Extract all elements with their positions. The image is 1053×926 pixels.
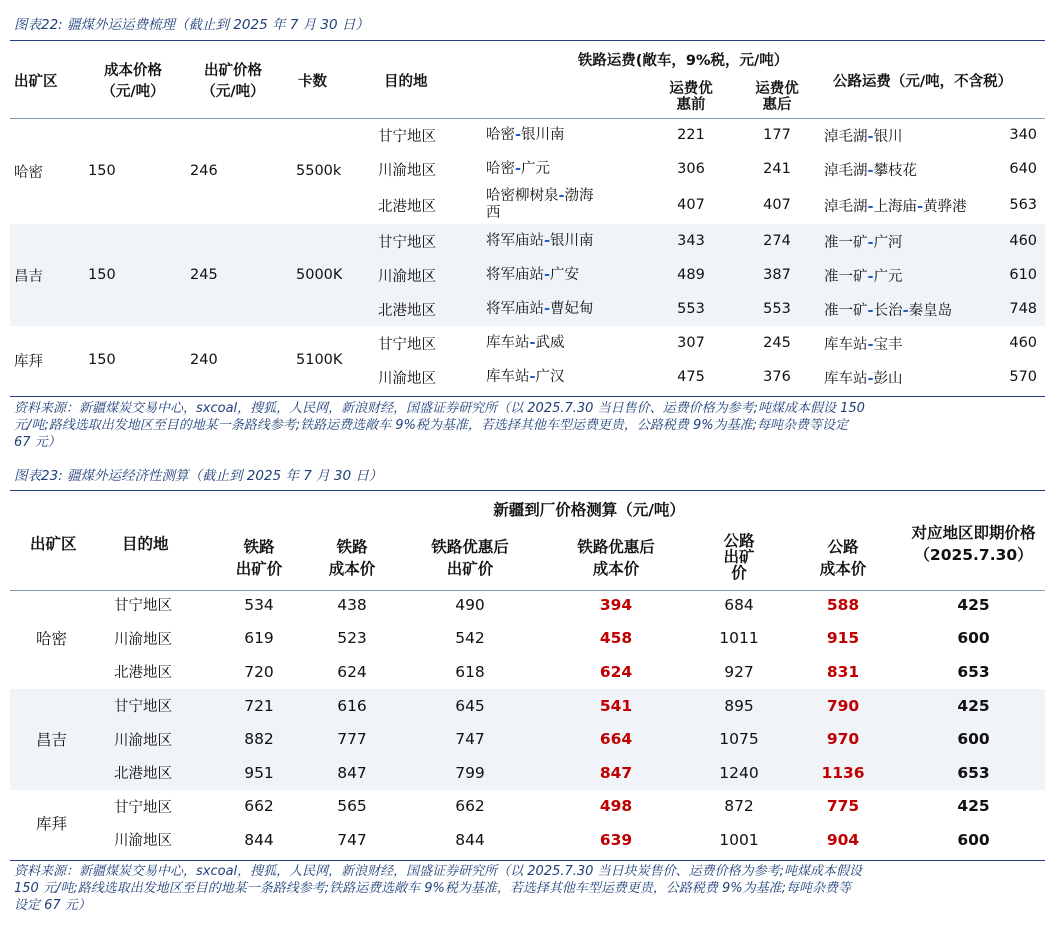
destination-cell: 北港地区	[114, 665, 172, 682]
rail-before-cell: 475	[677, 369, 705, 385]
route-separator: -	[867, 234, 874, 251]
spot-price-cell: 600	[957, 730, 990, 749]
rail-disc-mine-price-cell: 747	[455, 730, 485, 749]
route-end: 银川南	[550, 232, 594, 249]
header-rail-before-l2: 惠前	[676, 97, 706, 113]
header-rail-mine-l2: 出矿价	[235, 560, 283, 578]
rail-mine-price-cell: 534	[244, 595, 274, 614]
rail-after-cell: 245	[763, 335, 791, 351]
rail-after-cell: 274	[763, 233, 791, 249]
rail-cost-price-cell: 624	[337, 662, 367, 681]
rail-cost-price-cell: 438	[337, 595, 367, 614]
header-cost-price-unit: （元/吨）	[101, 84, 165, 100]
spot-price-cell: 425	[957, 797, 990, 816]
spot-price-cell: 653	[957, 662, 990, 681]
road-mid: 宝丰	[873, 336, 903, 353]
header-mine-price-unit: （元/吨）	[201, 84, 265, 100]
table-row	[10, 756, 1045, 790]
destination-cell: 甘宁地区	[114, 699, 172, 716]
road-mine-price-cell: 1240	[719, 763, 759, 782]
route-separator: -	[867, 198, 874, 215]
road-cost-price-cell: 915	[826, 629, 860, 648]
figure-22-header	[10, 42, 1045, 118]
rail-disc-mine-price-cell: 844	[455, 830, 485, 849]
route-end: 广元	[521, 160, 551, 177]
road-mid: 广河	[873, 234, 903, 251]
figure-22-source-line: 资料来源：新疆煤炭交易中心，sxcoal，搜狐，人民网，新浪财经，国盛证券研究所（以 2025.7.30 当日售价、运费价格为参考;吨煤成本假设 150	[14, 401, 865, 416]
rail-disc-mine-price-cell: 662	[455, 797, 485, 816]
figure-23-bottom-rule	[10, 860, 1045, 861]
road-mine-price-cell: 927	[724, 662, 754, 681]
route-end: 武威	[535, 334, 565, 351]
header-rail-after-l2: 惠后	[762, 97, 792, 113]
header-origin: 出矿区	[30, 535, 77, 553]
header-rail-mine-l1: 铁路	[243, 538, 275, 556]
road-start: 淖毛湖	[824, 198, 868, 215]
rail-cost-price-cell: 523	[337, 629, 367, 648]
header-rail-disc-cost-l2: 成本价	[592, 560, 640, 578]
route-separator: -	[515, 126, 522, 143]
table-row	[10, 224, 1045, 258]
header-rail-after-l1: 运费优	[755, 81, 799, 97]
table-row	[10, 326, 1045, 360]
destination-cell: 甘宁地区	[114, 598, 172, 615]
rail-mine-price-cell: 844	[244, 830, 274, 849]
header-spot-price-l1: 对应地区即期价格	[911, 524, 1036, 542]
rail-disc-cost-price-cell: 541	[599, 696, 633, 715]
origin-cell: 库拜	[14, 353, 43, 370]
rail-disc-cost-price-cell: 847	[599, 763, 633, 782]
route-separator: -	[515, 160, 522, 177]
rail-before-cell: 489	[677, 267, 705, 283]
route-separator: -	[529, 368, 536, 385]
rail-mine-price-cell: 720	[244, 662, 274, 681]
road-mid: 攀枝花	[873, 162, 918, 179]
table-row	[10, 722, 1045, 756]
spot-price-cell: 600	[957, 830, 990, 849]
road-mine-price-cell: 1075	[719, 730, 759, 749]
rail-before-cell: 407	[677, 197, 705, 213]
destination-cell: 川渝地区	[114, 732, 172, 749]
calorific-cell: 5000K	[296, 267, 343, 283]
destination-cell: 北港地区	[378, 302, 436, 319]
rail-after-cell: 241	[763, 161, 791, 177]
route-separator: -	[917, 198, 924, 215]
rail-disc-cost-price-cell: 394	[599, 595, 633, 614]
header-rail-disc-cost-l1: 铁路优惠后	[577, 538, 655, 556]
table-row	[10, 823, 1045, 857]
road-cost-price-cell: 588	[826, 595, 860, 614]
rail-disc-mine-price-cell: 799	[455, 763, 485, 782]
rail-mine-price-cell: 721	[244, 696, 274, 715]
rail-route-cell	[486, 360, 648, 394]
road-cost-cell: 460	[1009, 233, 1038, 249]
header-rail-cost	[302, 526, 402, 588]
road-mid: 广元	[873, 268, 903, 285]
header-road-group: 公路运费（元/吨，不含税）	[832, 73, 1013, 90]
header-rail-mine	[216, 526, 302, 588]
route-start: 库车站	[486, 368, 530, 385]
road-route-cell	[820, 292, 1005, 326]
route-separator: -	[867, 370, 874, 387]
rail-cost-price-cell: 847	[337, 763, 367, 782]
rail-disc-cost-price-cell: 639	[599, 830, 633, 849]
header-rail-disc-mine	[402, 526, 538, 588]
rail-after-cell: 407	[763, 197, 791, 213]
destination-cell: 北港地区	[378, 198, 436, 215]
origin-cell: 昌吉	[36, 731, 68, 750]
road-cost-cell: 748	[1009, 301, 1038, 317]
rail-before-cell: 307	[677, 335, 705, 351]
route-separator: -	[529, 334, 536, 351]
spot-price-cell: 425	[957, 595, 990, 614]
header-destination: 目的地	[122, 535, 169, 553]
header-spot-price	[902, 492, 1045, 588]
figure-22-title: 图表22: 疆煤外运运费梳理（截止到 2025 年 7 月 30 日）	[14, 17, 369, 33]
rail-after-cell: 553	[763, 301, 791, 317]
header-rail-cost-l1: 铁路	[336, 538, 368, 556]
road-cost-cell: 340	[1009, 127, 1038, 143]
mine-price-cell: 246	[190, 163, 218, 179]
rail-disc-mine-price-cell: 618	[455, 662, 485, 681]
rail-mine-price-cell: 882	[244, 730, 274, 749]
route-end: 银川南	[521, 126, 565, 143]
header-road-mine-l3: 价	[731, 564, 747, 582]
header-rail-group: 铁路运费(敞车，9%税，元/吨）	[577, 52, 789, 69]
rail-cost-price-cell: 777	[337, 730, 367, 749]
road-cost-price-cell: 775	[826, 797, 860, 816]
road-cost-price-cell: 831	[826, 662, 860, 681]
header-rail-disc-cost	[538, 526, 694, 588]
rail-disc-cost-price-cell: 498	[599, 797, 633, 816]
route-separator: -	[867, 336, 874, 353]
route-separator: -	[902, 302, 909, 319]
header-cost-price-label: 成本价格	[104, 63, 162, 79]
route-separator: -	[867, 302, 874, 319]
destination-cell: 甘宁地区	[378, 336, 436, 353]
rail-before-cell: 221	[677, 127, 705, 143]
header-origin: 出矿区	[14, 73, 58, 90]
rail-mine-price-cell: 662	[244, 797, 274, 816]
road-cost-cell: 610	[1009, 267, 1038, 283]
header-mine-price-label: 出矿价格	[204, 63, 262, 79]
figure-22-source-line: 元/吨;路线选取出发地区至目的地某一条路线参考;铁路运费选敞车 9%税为基准，若选择其他车型运费更贵，公路税费 9%为基准;每吨杂费等设定	[14, 418, 849, 433]
road-mid: 长治	[873, 302, 903, 319]
origin-cell: 哈密	[14, 164, 43, 181]
road-start: 库车站	[824, 336, 868, 353]
origin-cell: 库拜	[36, 815, 68, 834]
route-start: 库车站	[486, 334, 530, 351]
rail-disc-mine-price-cell: 542	[455, 629, 485, 648]
table-row	[10, 118, 1045, 152]
spot-price-cell: 600	[957, 629, 990, 648]
header-rail-before-l1: 运费优	[669, 81, 713, 97]
destination-cell: 北港地区	[114, 766, 172, 783]
route-separator: -	[867, 268, 874, 285]
table-row	[10, 655, 1045, 689]
road-mine-price-cell: 1011	[719, 629, 759, 648]
figure-23-body	[10, 588, 1045, 857]
route-start: 将军庙站	[486, 266, 544, 283]
figure-23-source	[14, 863, 1044, 914]
calorific-cell: 5500k	[296, 163, 342, 179]
figure-22-header-rule	[10, 118, 1045, 119]
destination-cell: 川渝地区	[378, 162, 436, 179]
figure-22-table	[10, 42, 1045, 394]
road-mid: 银川	[873, 128, 903, 145]
road-cost-cell: 563	[1009, 197, 1038, 213]
header-road-mine-l2: 出矿	[723, 548, 755, 566]
header-rail-spacer	[486, 76, 648, 118]
rail-disc-cost-price-cell: 664	[599, 730, 633, 749]
mine-price-cell: 245	[190, 267, 218, 283]
rail-route-cell	[486, 292, 648, 326]
table-row	[10, 790, 1045, 824]
road-mid: 上海庙	[873, 198, 918, 215]
road-cost-cell: 460	[1009, 335, 1038, 351]
route-end: 广汉	[535, 368, 565, 385]
road-route-cell	[820, 326, 1005, 360]
rail-disc-mine-price-cell: 490	[455, 595, 485, 614]
figure-23-source-line: 150 元/吨;路线选取出发地区至目的地某一条路线参考;铁路运费选敞车 9%税为基准，若选择其他车型运费更贵，公路税费 9%为基准;每吨杂费等	[14, 881, 851, 896]
header-rail-disc-mine-l2: 出矿价	[446, 560, 494, 578]
header-calorific: 卡数	[298, 73, 327, 90]
road-mine-price-cell: 872	[724, 797, 754, 816]
rail-route-cell	[486, 118, 648, 152]
destination-cell: 川渝地区	[114, 631, 172, 648]
route-separator: -	[867, 162, 874, 179]
road-cost-price-cell: 904	[826, 830, 860, 849]
road-start: 准一矿	[824, 268, 868, 285]
rail-route-cell	[486, 326, 648, 360]
rail-disc-mine-price-cell: 645	[455, 696, 485, 715]
route-separator: -	[867, 128, 874, 145]
table-row	[10, 588, 1045, 622]
destination-cell: 甘宁地区	[378, 234, 436, 251]
road-route-cell	[820, 152, 1005, 186]
header-road-cost-l2: 成本价	[819, 560, 867, 578]
road-start: 准一矿	[824, 234, 868, 251]
route-start: 哈密	[486, 126, 515, 143]
route-start: 哈密柳树泉	[486, 188, 559, 204]
route-end: 渤海	[564, 188, 594, 204]
table-row	[10, 689, 1045, 723]
figure-22-source	[14, 400, 1044, 451]
rail-cost-price-cell: 565	[337, 797, 367, 816]
road-cost-price-cell: 970	[826, 730, 860, 749]
figure-22-body	[10, 118, 1045, 394]
route-separator: -	[558, 188, 565, 204]
figure-23-header	[10, 492, 1045, 588]
destination-cell: 甘宁地区	[378, 128, 436, 145]
rail-route-cell	[486, 258, 648, 292]
rail-after-cell: 376	[763, 369, 791, 385]
header-road-mine	[694, 526, 784, 588]
table-row	[10, 622, 1045, 656]
header-road-cost-l1: 公路	[827, 538, 859, 556]
rail-before-cell: 343	[677, 233, 705, 249]
origin-cell: 昌吉	[14, 268, 43, 285]
rail-mine-price-cell: 951	[244, 763, 274, 782]
road-cost-cell: 570	[1009, 369, 1038, 385]
cost-price-cell: 150	[88, 352, 116, 368]
figure-22-source-line: 67 元）	[14, 435, 61, 450]
figure-22-bottom-rule	[10, 396, 1045, 397]
route-tail: 西	[486, 205, 501, 221]
route-end: 曹妃甸	[550, 300, 594, 317]
rail-mine-price-cell: 619	[244, 629, 274, 648]
header-destination: 目的地	[384, 73, 428, 90]
spot-price-cell: 653	[957, 763, 990, 782]
road-cost-price-cell: 1136	[821, 763, 865, 782]
figure-23-title: 图表23: 疆煤外运经济性测算（截止到 2025 年 7 月 30 日）	[14, 468, 383, 484]
route-separator: -	[544, 300, 551, 317]
road-end: 黄骅港	[923, 198, 967, 215]
header-rail-cost-l2: 成本价	[328, 560, 376, 578]
rail-before-cell: 306	[677, 161, 705, 177]
rail-disc-cost-price-cell: 458	[599, 629, 633, 648]
road-mine-price-cell: 684	[724, 595, 754, 614]
mine-price-cell: 240	[190, 352, 218, 368]
header-cost-price	[84, 42, 182, 118]
figure-23-top-rule	[10, 490, 1045, 491]
rail-after-cell: 177	[763, 127, 791, 143]
header-spot-price-l2: （2025.7.30）	[914, 546, 1033, 564]
road-start: 准一矿	[824, 302, 868, 319]
figure-23-table	[10, 492, 1045, 857]
header-road-cost	[784, 526, 902, 588]
road-end: 秦皇岛	[908, 302, 953, 319]
road-cost-price-cell: 790	[826, 696, 860, 715]
rail-disc-cost-price-cell: 624	[599, 662, 633, 681]
road-route-cell	[820, 186, 1005, 224]
destination-cell: 甘宁地区	[114, 799, 172, 816]
road-route-cell	[820, 258, 1005, 292]
header-road-mine-l1: 公路	[723, 532, 755, 550]
cost-price-cell: 150	[88, 267, 116, 283]
road-route-cell	[820, 360, 1005, 394]
destination-cell: 川渝地区	[378, 370, 436, 387]
route-start: 将军庙站	[486, 300, 544, 317]
header-rail-before	[648, 76, 734, 118]
road-route-cell	[820, 224, 1005, 258]
road-mid: 彭山	[873, 370, 903, 387]
route-start: 将军庙站	[486, 232, 544, 249]
figure-22-top-rule	[10, 40, 1045, 41]
rail-route-cell	[486, 186, 648, 224]
spot-price-cell: 425	[957, 696, 990, 715]
road-mine-price-cell: 895	[724, 696, 754, 715]
figure-23-source-line: 资料来源：新疆煤炭交易中心，sxcoal，搜狐，人民网，新浪财经，国盛证券研究所（以 2025.7.30 当日块炭售价、运费价格为参考;吨煤成本假设	[14, 864, 862, 879]
destination-cell: 川渝地区	[114, 833, 172, 850]
route-separator: -	[544, 266, 551, 283]
header-rail-disc-mine-l1: 铁路优惠后	[431, 538, 509, 556]
calorific-cell: 5100K	[296, 352, 343, 368]
figure-23-header-rule	[10, 590, 1045, 591]
road-start: 库车站	[824, 370, 868, 387]
rail-after-cell: 387	[763, 267, 791, 283]
rail-cost-price-cell: 616	[337, 696, 367, 715]
road-start: 淖毛湖	[824, 128, 868, 145]
route-start: 哈密	[486, 160, 515, 177]
header-price-group: 新疆到厂价格测算（元/吨）	[493, 501, 685, 519]
rail-route-cell	[486, 152, 648, 186]
origin-cell: 哈密	[36, 630, 68, 649]
header-mine-price	[182, 42, 284, 118]
header-rail-after	[734, 76, 820, 118]
figure-23-source-line: 设定 67 元）	[14, 898, 91, 913]
rail-route-cell	[486, 224, 648, 258]
road-mine-price-cell: 1001	[719, 830, 759, 849]
road-route-cell	[820, 118, 1005, 152]
road-cost-cell: 640	[1009, 161, 1038, 177]
rail-cost-price-cell: 747	[337, 830, 367, 849]
cost-price-cell: 150	[88, 163, 116, 179]
rail-before-cell: 553	[677, 301, 705, 317]
road-start: 淖毛湖	[824, 162, 868, 179]
route-separator: -	[544, 232, 551, 249]
destination-cell: 川渝地区	[378, 268, 436, 285]
route-end: 广安	[550, 266, 580, 283]
